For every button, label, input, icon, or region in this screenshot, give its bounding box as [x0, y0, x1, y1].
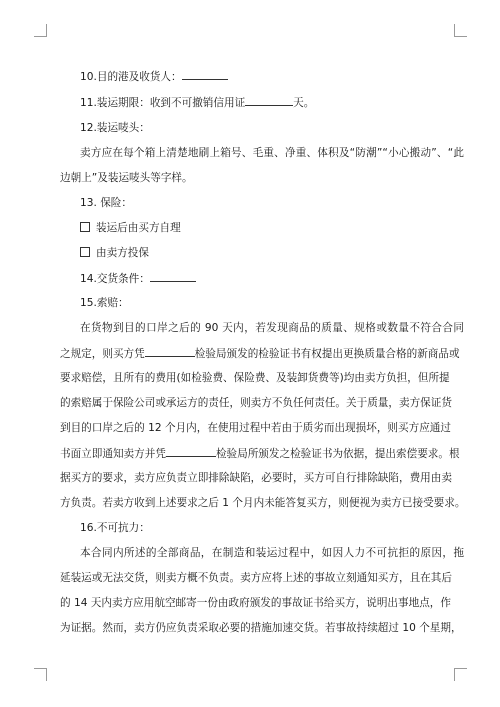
- port-blank: [182, 69, 228, 80]
- claims-text: 书面立即通知卖方并凭: [60, 448, 166, 460]
- insurance-option-label: 由卖方投保: [96, 247, 149, 259]
- insurance-option-buyer[interactable]: [60, 221, 464, 235]
- claims-line: [60, 346, 460, 361]
- crop-mark-top-right: [454, 24, 467, 37]
- inspection-bureau-blank: [145, 346, 195, 357]
- checkbox-icon[interactable]: [80, 222, 90, 232]
- insurance-option-seller[interactable]: [60, 246, 464, 260]
- delivery-blank: [150, 271, 196, 282]
- checkbox-icon[interactable]: [80, 247, 90, 257]
- force-majeure-line: 延装运或无法交货，则卖方概不负责。卖方应将上述的事故立刻通知买方，且在其后: [60, 572, 452, 584]
- claims-line: 要求赔偿，且所有的费用(如检验费、保险费、及装卸货费等)均由卖方负担，但所提: [60, 372, 450, 384]
- clause-marks-line: 边朝上”及装运唛头等字样。: [60, 172, 193, 184]
- claims-line: 的索赔属于保险公司或承运方的责任，则卖方不负任何责任。关于质量，卖方保证货: [60, 397, 452, 409]
- crop-mark-bottom-right: [454, 668, 467, 681]
- force-majeure-line: 本合同内所述的全部商品，在制造和装运过程中，如因人力不可抗拒的原因，拖: [80, 547, 464, 559]
- claims-line: 到目的口岸之后的 12 个月内，在使用过程中若由于质劣而出现损坏，则买方应通过: [60, 422, 451, 434]
- clause-port: [60, 69, 464, 84]
- force-majeure-line: 的 14 天内卖方应用航空邮寄一份由政府颁发的事故证书给买方，说明出事地点，作: [60, 597, 451, 609]
- clause-insurance-heading: 13. 保险：: [80, 197, 132, 209]
- clause-shipping-period: [60, 95, 464, 110]
- claims-text: 检验局颁发的检验证书有权提出更换质量合格的新商品或: [194, 348, 460, 360]
- insurance-option-label: 装运后由买方自理: [96, 222, 181, 234]
- crop-mark-top-left: [34, 24, 47, 37]
- claims-line: 在货物到目的口岸之后的 90 天内，若发现商品的质量、规格或数量不符合合同: [80, 322, 464, 334]
- crop-mark-bottom-left: [34, 668, 47, 681]
- force-majeure-line: 为证据。然而，卖方仍应负责采取必要的措施加速交货。若事故持续超过 10 个星期，: [60, 622, 462, 634]
- delivery-label: 14.交货条件：: [80, 273, 150, 285]
- claims-line: [60, 446, 460, 461]
- inspection-bureau-blank: [166, 446, 216, 457]
- claims-text: 之规定，则买方凭: [60, 348, 145, 360]
- claims-line: 据买方的要求，卖方应负责立即排除缺陷，必要时，买方可自行排除缺陷，费用由卖: [60, 472, 452, 484]
- clause-marks-heading: 12.装运唛头：: [80, 122, 150, 134]
- claims-text: 检验局所颁发之检验证书为依据，提出索偿要求。根: [215, 448, 460, 460]
- claims-line: 方负责。若卖方收到上述要求之后 1 个月内未能答复买方，则便视为卖方已接受要求。: [60, 497, 466, 509]
- clause-delivery: [60, 271, 464, 286]
- clause-claims-heading: 15.索赔：: [80, 297, 129, 309]
- clause-marks-line: 卖方应在每个箱上清楚地刷上箱号、毛重、净重、体积及“防潮”“小心搬动”、“此: [80, 147, 464, 159]
- port-label: 10.目的港及收货人：: [80, 71, 182, 83]
- shipping-unit: 天。: [293, 97, 315, 109]
- clause-force-majeure-heading: 16.不可抗力：: [80, 522, 150, 534]
- shipping-label: 11.装运期限：收到不可撤销信用证: [80, 97, 246, 109]
- shipping-days-blank: [245, 95, 293, 106]
